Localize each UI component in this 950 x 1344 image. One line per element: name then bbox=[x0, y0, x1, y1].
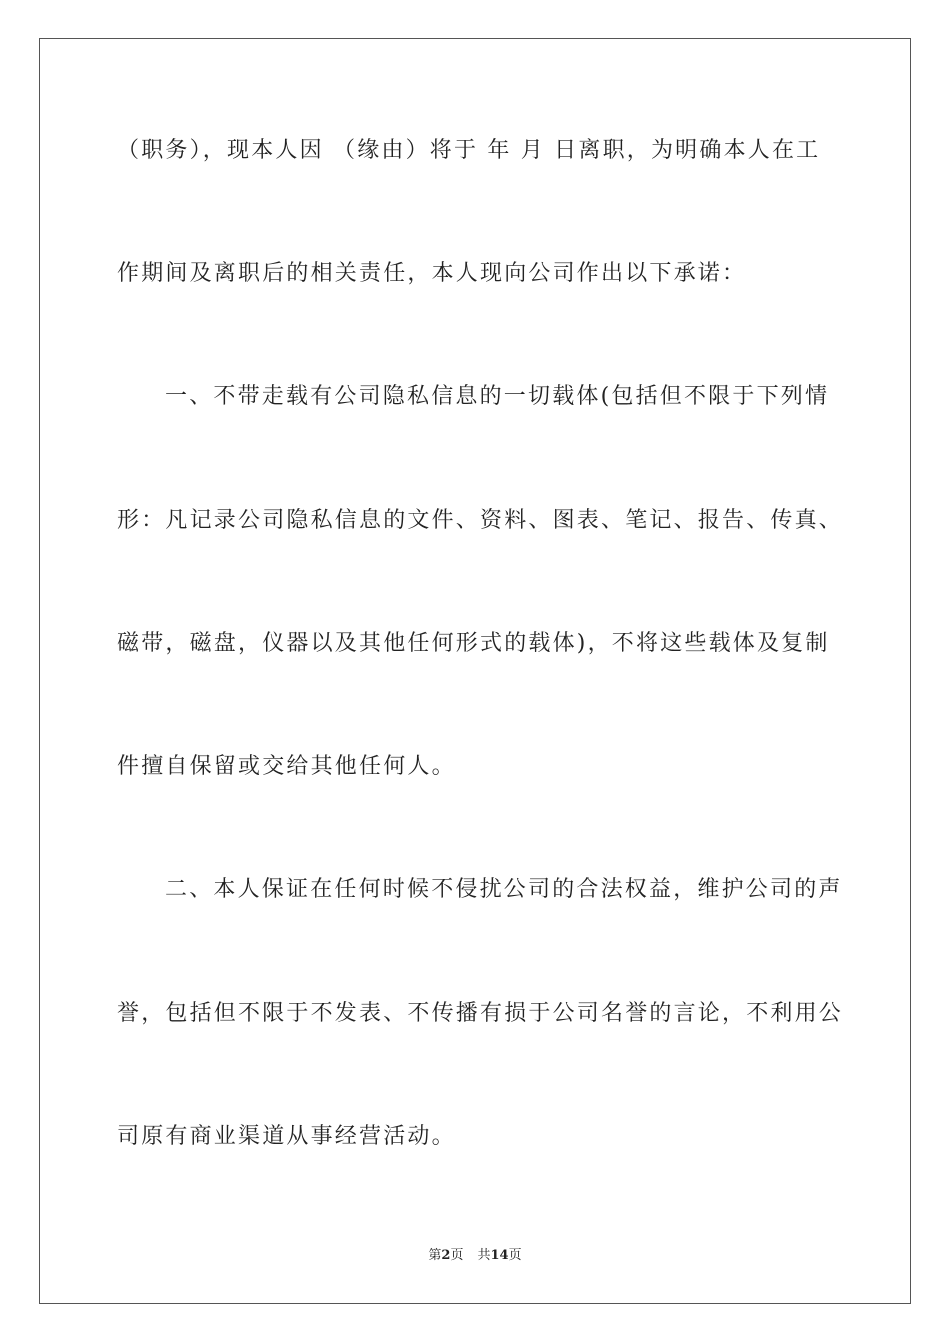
clause-one-line-1: 一、不带走载有公司隐私信息的一切载体(包括但不限于下列情 bbox=[165, 384, 830, 409]
page-footer bbox=[0, 1247, 950, 1265]
page-number: 2 bbox=[441, 1248, 451, 1263]
clause-one-line-4: 件擅自保留或交给其他任何人。 bbox=[117, 754, 456, 779]
total-suffix: 页 bbox=[508, 1248, 522, 1263]
clause-two-line-3: 司原有商业渠道从事经营活动。 bbox=[117, 1124, 456, 1149]
page-prefix: 第 bbox=[428, 1248, 442, 1263]
body-text-line-2: 作期间及离职后的相关责任，本人现向公司作出以下承诺： bbox=[117, 261, 747, 286]
clause-two-line-2: 誉，包括但不限于不发表、不传播有损于公司名誉的言论，不利用公 bbox=[117, 1001, 844, 1026]
clause-two-line-1: 二、本人保证在任何时候不侵扰公司的合法权益，维护公司的声 bbox=[165, 877, 843, 902]
total-pages: 14 bbox=[490, 1248, 509, 1263]
body-text-line-1: （职务），现本人因 （缘由）将于 年 月 日离职，为明确本人在工 bbox=[117, 138, 821, 163]
total-prefix: 共 bbox=[477, 1248, 491, 1263]
clause-one-line-2: 形：凡记录公司隐私信息的文件、资料、图表、笔记、报告、传真、 bbox=[117, 508, 844, 533]
clause-one-line-3: 磁带，磁盘，仪器以及其他任何形式的载体)，不将这些载体及复制 bbox=[117, 631, 830, 656]
page-suffix: 页 bbox=[450, 1248, 464, 1263]
page-border bbox=[39, 38, 911, 1304]
